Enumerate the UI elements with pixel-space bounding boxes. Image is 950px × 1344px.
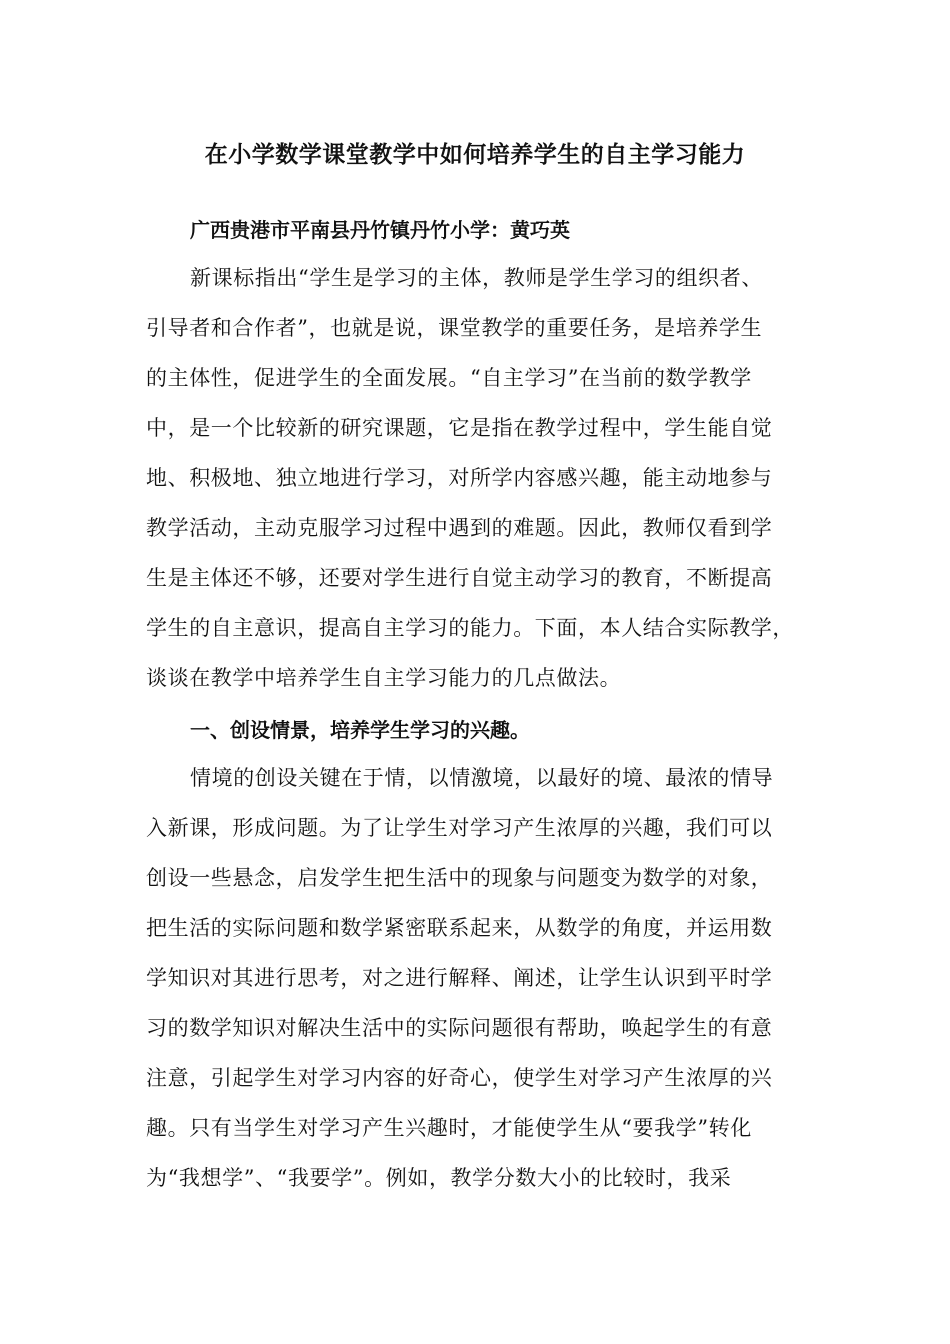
paragraph-line: 教学活动，主动克服学习过程中遇到的难题。因此，教师仅看到学 xyxy=(146,516,773,540)
author-line: 广西贵港市平南县丹竹镇丹竹小学：黄巧英 xyxy=(190,218,570,242)
paragraph-line: 新课标指出“学生是学习的主体，教师是学生学习的组织者、 xyxy=(190,266,763,290)
paragraph-line: 谈谈在教学中培养学生自主学习能力的几点做法。 xyxy=(146,666,622,690)
paragraph-line: 注意，引起学生对学习内容的好奇心，使学生对学习产生浓厚的兴 xyxy=(146,1066,773,1090)
paragraph-line: 引导者和合作者”，也就是说，课堂教学的重要任务，是培养学生 xyxy=(146,316,763,340)
paragraph-line: 生是主体还不够，还要对学生进行自觉主动学习的教育，不断提高 xyxy=(146,566,773,590)
section-heading: 一、创设情景，培养学生学习的兴趣。 xyxy=(190,718,530,742)
paragraph-line: 学知识对其进行思考，对之进行解释、阐述，让学生认识到平时学 xyxy=(146,966,773,990)
paragraph-line: 的主体性，促进学生的全面发展。“自主学习”在当前的数学教学 xyxy=(146,366,752,390)
paragraph-line: 习的数学知识对解决生活中的实际问题很有帮助，唤起学生的有意 xyxy=(146,1016,773,1040)
paragraph-line: 情境的创设关键在于情，以情激境，以最好的境、最浓的情导 xyxy=(190,766,774,790)
paragraph-line: 把生活的实际问题和数学紧密联系起来，从数学的角度，并运用数 xyxy=(146,916,773,940)
paragraph-line: 趣。只有当学生对学习产生兴趣时，才能使学生从“要我学”转化 xyxy=(146,1116,752,1140)
paragraph-line: 地、积极地、独立地进行学习，对所学内容感兴趣，能主动地参与 xyxy=(146,466,773,490)
paragraph-line: 学生的自主意识，提高自主学习的能力。下面，本人结合实际教学， xyxy=(146,616,794,640)
paragraph-line: 为“我想学”、“我要学”。例如，教学分数大小的比较时，我采 xyxy=(146,1166,732,1190)
paragraph-line: 入新课，形成问题。为了让学生对学习产生浓厚的兴趣，我们可以 xyxy=(146,816,773,840)
paragraph-line: 创设一些悬念，启发学生把生活中的现象与问题变为数学的对象， xyxy=(146,866,773,890)
document-title: 在小学数学课堂教学中如何培养学生的自主学习能力 xyxy=(204,141,746,168)
paragraph-line: 中，是一个比较新的研究课题，它是指在教学过程中，学生能自觉 xyxy=(146,416,773,440)
